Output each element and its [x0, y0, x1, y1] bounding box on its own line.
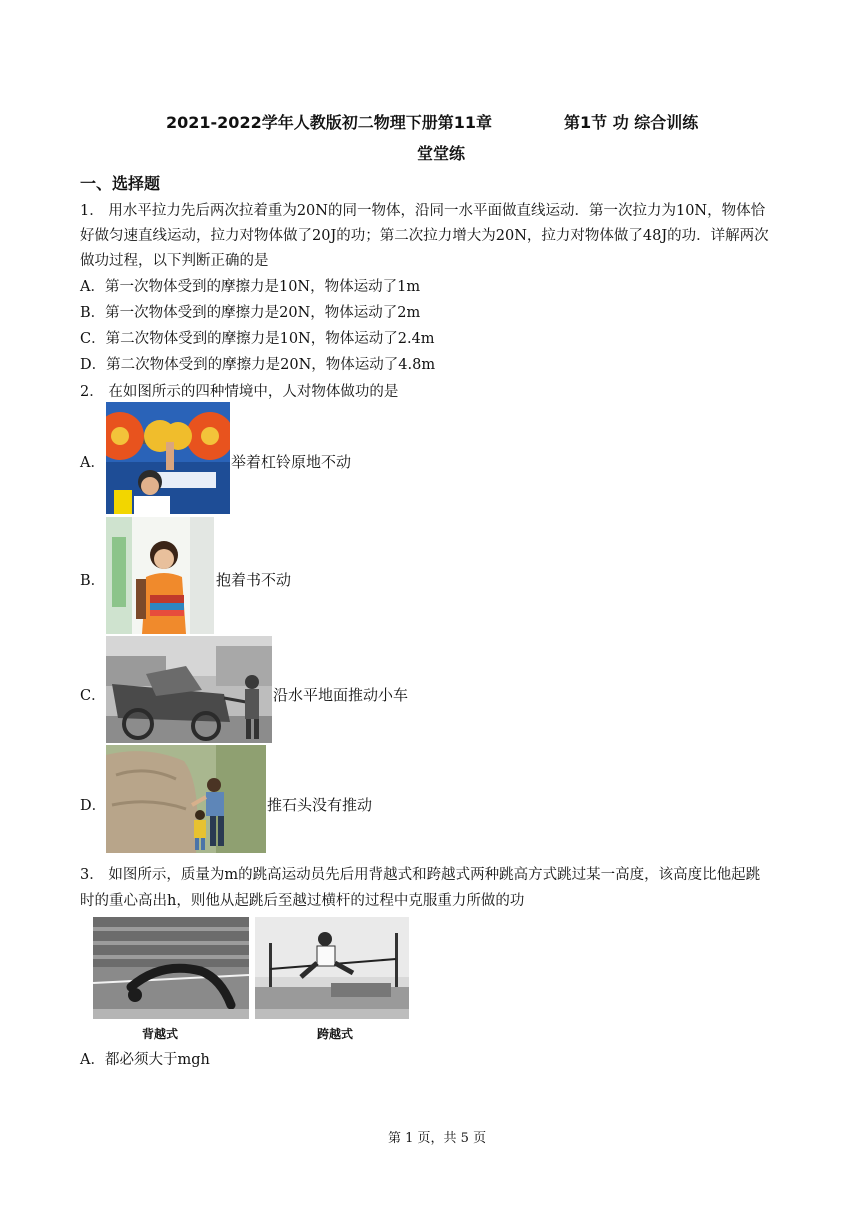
q1-stem-line3: 做功过程，以下判断正确的是: [80, 253, 269, 269]
document-title-right: 第1节 功 综合训练: [564, 113, 699, 132]
q1-option-a: A．第一次物体受到的摩擦力是10N，物体运动了1m: [80, 279, 421, 295]
page-footer: 第 1 页，共 5 页: [388, 1131, 487, 1146]
caption-straddle-style: 跨越式: [317, 1027, 354, 1041]
q2-option-d-letter: D．: [80, 798, 107, 814]
q2-option-b-letter: B．: [80, 573, 106, 589]
q2-stem: 2． 在如图所示的四种情境中，人对物体做功的是: [80, 384, 399, 400]
q1-stem-line2: 好做匀速直线运动，拉力对物体做了20J的功；第二次拉力增大为20N，拉力对物体做了48J的功．详解两次: [80, 228, 769, 244]
q1-stem-line1: 1． 用水平拉力先后两次拉着重为20N的同一物体，沿同一水平面做直线运动．第一次拉力为10N，物体恰: [80, 203, 766, 219]
woman-holding-books-photo-icon: [106, 517, 214, 634]
q3-option-a: A．都必须大于mgh: [80, 1052, 210, 1068]
pushing-rock-photo-icon: [106, 745, 266, 853]
q2-option-b-text: 抱着书不动: [216, 571, 292, 589]
q2-option-a-text: 举着杠铃原地不动: [231, 453, 352, 471]
q3-stem-line1: 3． 如图所示，质量为m的跳高运动员先后用背越式和跨越式两种跳高方式跳过某一高度，该高度比他起跳: [80, 867, 761, 883]
section-heading: 一、选择题: [80, 174, 161, 193]
q2-option-c-letter: C．: [80, 688, 106, 704]
q1-option-b: B．第一次物体受到的摩擦力是20N，物体运动了2m: [80, 305, 421, 321]
q2-option-a-letter: A．: [80, 455, 105, 471]
q1-option-d: D．第二次物体受到的摩擦力是20N，物体运动了4.8m: [80, 357, 436, 373]
weightlifter-photo-icon: [106, 402, 230, 514]
q2-option-c-text: 沿水平地面推动小车: [273, 686, 409, 704]
q2-option-d-text: 推石头没有推动: [267, 796, 373, 814]
document-title-left: 2021-2022学年人教版初二物理下册第11章: [166, 113, 492, 132]
pushing-cart-photo-icon: [106, 636, 272, 743]
q1-option-c: C．第二次物体受到的摩擦力是10N，物体运动了2.4m: [80, 331, 435, 347]
caption-back-style: 背越式: [142, 1027, 179, 1041]
document-title-line2: 堂堂练: [417, 144, 466, 163]
high-jump-figure: [91, 913, 411, 1041]
q3-stem-line2: 时的重心高出h，则他从起跳后至越过横杆的过程中克服重力所做的功: [80, 893, 525, 909]
